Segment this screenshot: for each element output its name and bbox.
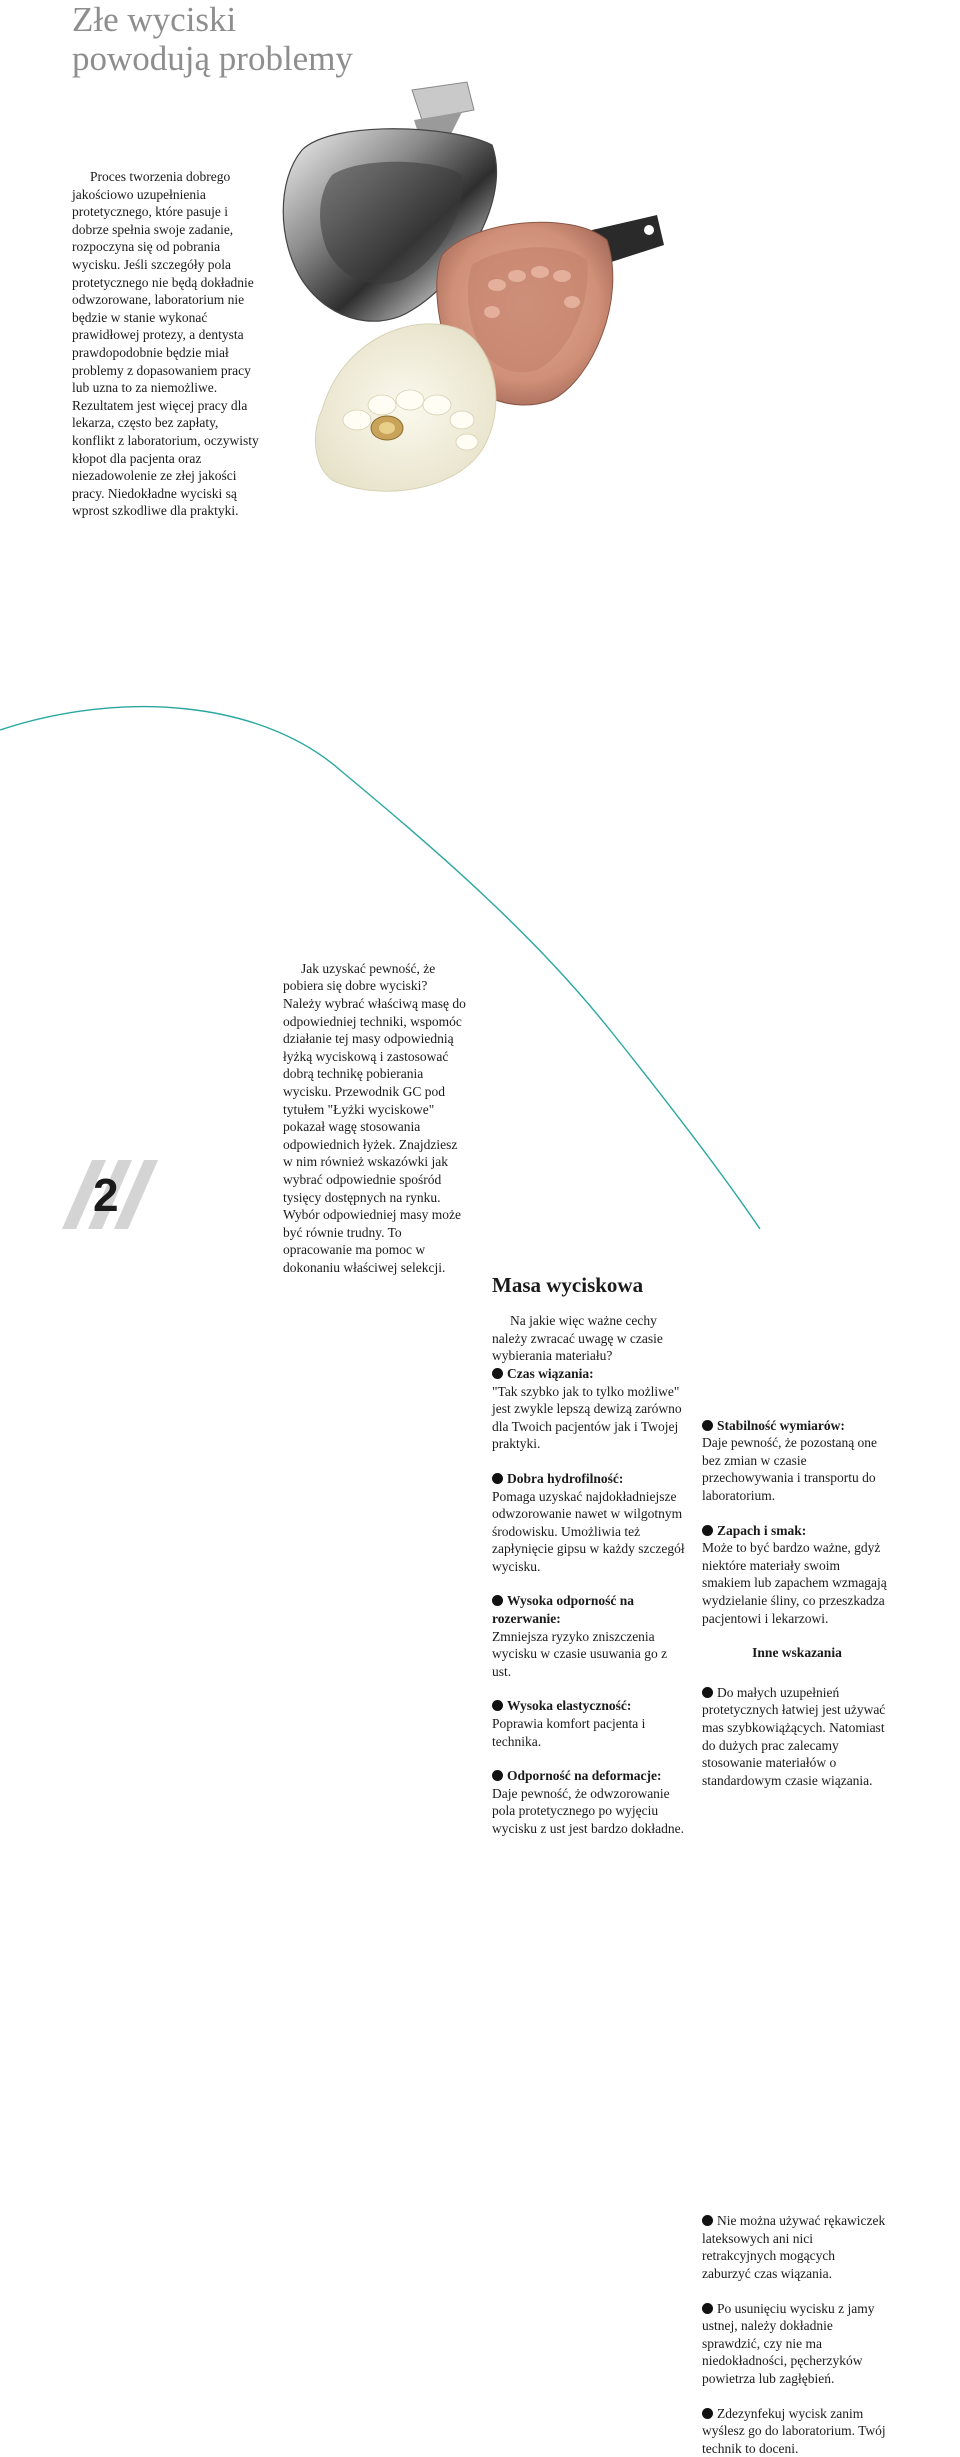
other-indications-text: Do małych uzupełnień protetycznych łatwiej jest używać mas szybkowiążących. Natomiast do dużych prac zalecamy stosowanie materiałów o standardowym czasie wiązania. xyxy=(702,1684,886,1788)
guide-paragraph: Jak uzyskać pewność, że pobiera się dobre wyciski? Należy wybrać właściwą masę do odpowiedniej techniki, wspomóc działanie tej masy odpowiednią łyżką wyciskową i zastosować dobrą technikę pobierania wycisku. Przewodnik GC pod tytułem "Łyżki wyciskowe" pokazał wagę stosowania odpowiednich łyżek. Znajdziesz w nim również wskazówki jak wybrać odpowiednie spośród tysięcy dostępnych na rynku. Wybór odpowiedniej masy może być równie trudny. To opracowanie ma pomoc w dokonaniu właściwej selekcji. xyxy=(283,960,466,1275)
feature-item-elasticity xyxy=(492,1697,687,1750)
bullet-dot-icon xyxy=(492,1595,503,1606)
feature-item-hydrophilicity xyxy=(492,1470,687,1576)
bullet-dot-icon xyxy=(702,2303,713,2314)
feature-item-deformation-resistance xyxy=(492,1767,687,1837)
feature-label: Stabilność wymiarów: xyxy=(717,1417,845,1433)
tip-text: Nie można używać rękawiczek lateksowych ani nici retrakcyjnych mogących zaburzyć czas wiązania. xyxy=(702,2213,886,2282)
impression-trays-illustration xyxy=(262,80,692,510)
material-intro: Na jakie więc ważne cechy należy zwracać uwagę w czasie wybierania materiału? xyxy=(492,1313,663,1364)
page-number: 2 xyxy=(93,1169,119,1221)
other-indications-heading: Inne wskazania xyxy=(752,1645,842,1661)
feature-text: Poprawia komfort pacjenta i technika. xyxy=(492,1716,646,1749)
tip-text: Zdezynfekuj wycisk zanim wyślesz go do laboratorium. Twój technik to doceni. xyxy=(702,2405,886,2456)
feature-text: Zmniejsza ryzyko zniszczenia wycisku w czasie usuwania go z ust. xyxy=(492,1628,668,1679)
feature-text: "Tak szybko jak to tylko możliwe" jest zwykle lepszą dewizą zarówno dla Twoich pacjentów jak i Twojej praktyki. xyxy=(492,1383,682,1452)
section-heading-masa-wyciskowa: Masa wyciskowa xyxy=(492,1272,644,1297)
bullet-dot-icon xyxy=(702,2408,713,2419)
feature-text: Daje pewność, że odwzorowanie pola protetycznego po wyjęciu wycisku z ust jest bardzo dokładne. xyxy=(492,1785,684,1836)
tip-item-gloves xyxy=(702,2212,887,2282)
guide-column xyxy=(283,960,468,1277)
feature-label: Odporność na deformacje: xyxy=(507,1768,662,1784)
feature-label: Czas wiązania: xyxy=(507,1365,594,1381)
title-line-2: powodują problemy xyxy=(72,39,353,78)
page-title xyxy=(72,0,452,78)
bullet-dot-icon xyxy=(702,2215,713,2226)
tip-text: Po usunięciu wycisku z jamy ustnej, należy dokładnie sprawdzić, czy nie ma niedokładności, pęcherzyków powietrza lub zagłębień. xyxy=(702,2300,875,2387)
tip-item-inspection xyxy=(702,2300,887,2388)
feature-text: Daje pewność, że pozostaną one bez zmian w czasie przechowywania i transportu do laboratorium. xyxy=(702,1435,878,1503)
feature-item-setting-time xyxy=(492,1365,687,1453)
feature-text: Pomaga uzyskać najdokładniejsze odwzorowanie nawet w wilgotnym środowisku. Umożliwia też zapłynięcie gipsu w każdy szczegół wycisku. xyxy=(492,1488,685,1574)
feature-item-dimensional-stability xyxy=(702,1417,892,1505)
feature-text: Może to być bardzo ważne, gdyż niektóre materiały swoim smakiem lub zapachem wzmagają wydzielanie śliny, co przeszkadza pacjentowi i lekarzowi. xyxy=(702,1540,887,1626)
bullet-dot-icon xyxy=(702,1525,713,1536)
bullet-dot-icon xyxy=(702,1420,713,1431)
feature-label: Dobra hydrofilność: xyxy=(507,1470,624,1486)
bullet-dot-icon xyxy=(492,1368,503,1379)
other-indications-item xyxy=(702,1684,892,1790)
bullet-dot-icon xyxy=(492,1770,503,1781)
tip-item-disinfection xyxy=(702,2405,887,2457)
intro-column xyxy=(72,168,262,520)
feature-item-smell-taste xyxy=(702,1522,892,1628)
right-column-top xyxy=(702,1417,892,1790)
feature-item-tear-resistance xyxy=(492,1592,687,1680)
impression-material-column xyxy=(492,1272,687,1838)
feature-label: Zapach i smak: xyxy=(717,1522,807,1538)
right-column-bottom xyxy=(702,2212,887,2457)
bullet-dot-icon xyxy=(702,1687,713,1698)
feature-label: Wysoka elastyczność: xyxy=(507,1698,632,1714)
bullet-dot-icon xyxy=(492,1473,503,1484)
intro-paragraph: Proces tworzenia dobrego jakościowo uzupełnienia protetycznego, które pasuje i dobrze spełnia swoje zadanie, rozpoczyna się od pobrania wycisku. Jeśli szczegóły pola protetycznego nie będą dokładnie odwzorowane, laboratorium nie będzie w stanie wykonać prawidłowej protezy, a dentysta prawdopodobnie będzie miał problemy z dopasowaniem pracy lub uzna to za niemożliwe. Rezultatem jest więcej pracy dla lekarza, często bez zapłaty, konflikt z laboratorium, oczywisty kłopot dla pacjenta oraz niezadowolenie ze złej jakości pracy. Niedokładne wyciski są wprost szkodliwe dla praktyki. xyxy=(72,169,259,519)
title-line-1: Złe wyciski xyxy=(72,0,237,39)
feature-label: Wysoka odporność na rozerwanie: xyxy=(492,1593,635,1627)
bullet-dot-icon xyxy=(492,1700,503,1711)
